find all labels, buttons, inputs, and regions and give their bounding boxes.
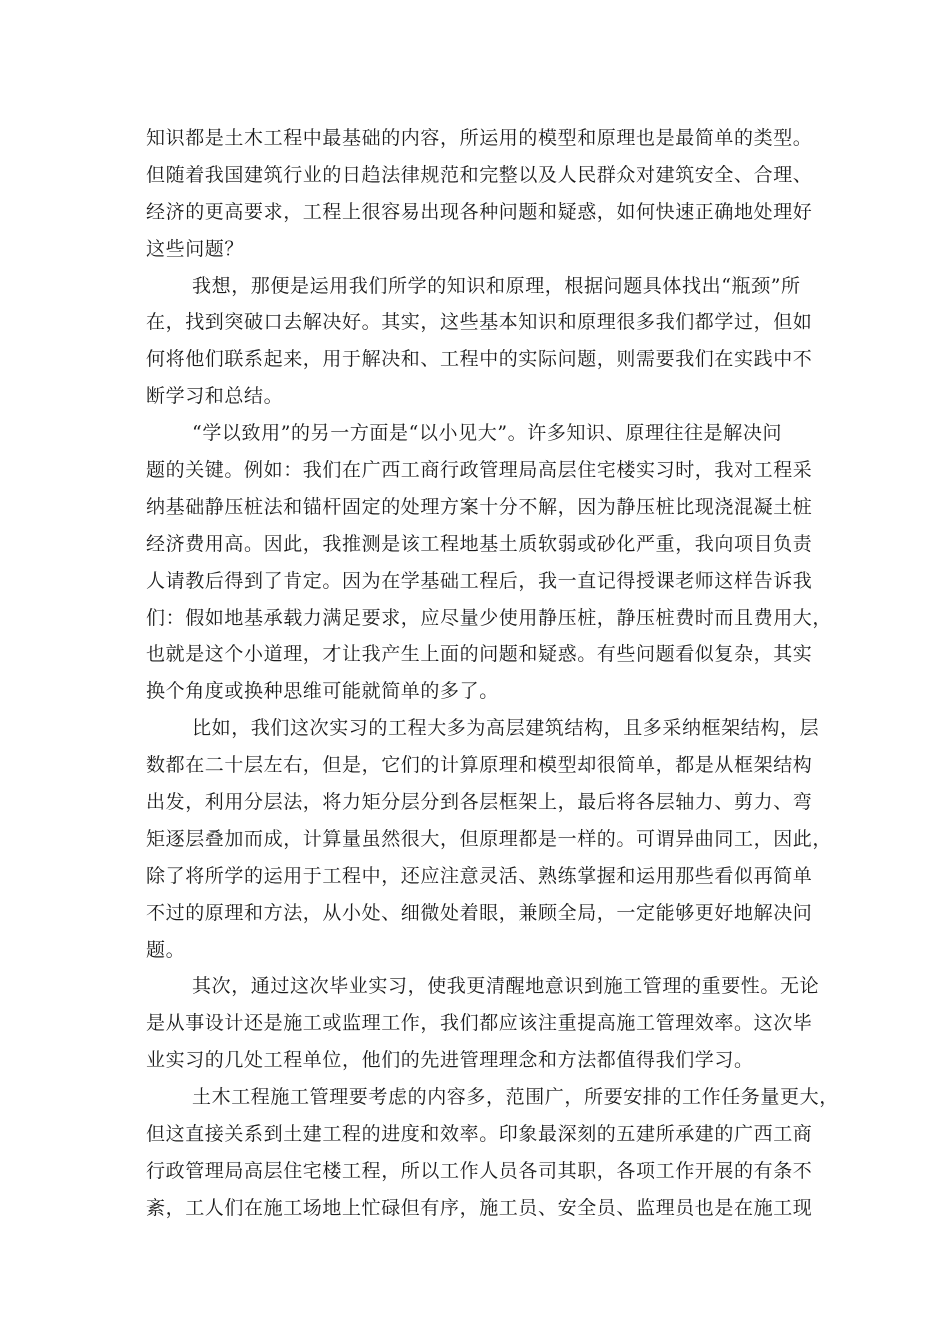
text-line: 人请教后得到了肯定。因为在学基础工程后，我一直记得授课老师这样告诉我 [146,569,813,592]
text-line: 纳基础静压桩法和锚杆固定的处理方案十分不解，因为静压桩比现浇混凝土桩 [146,495,813,518]
text-line: 但随着我国建筑行业的日趋法律规范和完整以及人民群众对建筑安全、合理、 [146,163,813,186]
text-line: 行政管理局高层住宅楼工程，所以工作人员各司其职，各项工作开展的有条不 [146,1159,813,1182]
text-line: 土木工程施工管理要考虑的内容多，范围广，所要安排的工作任务量更大， [192,1086,839,1109]
text-line: 是从事设计还是施工或监理工作，我们都应该注重提高施工管理效率。这次毕 [146,1012,813,1035]
text-line: 我想，那便是运用我们所学的知识和原理，根据问题具体找出“瓶颈”所 [192,274,801,297]
text-line: 换个角度或换种思维可能就简单的多了。 [146,680,499,703]
paragraph-4 [146,710,833,968]
text-line: 紊，工人们在施工场地上忙碌但有序，施工员、安全员、监理员也是在施工现 [146,1196,813,1219]
paragraph-3 [146,415,833,710]
text-line: 不过的原理和方法，从小处、细微处着眼，兼顾全局，一定能够更好地解决问 [146,901,813,924]
text-line: 业实习的几处工程单位，他们的先进管理理念和方法都值得我们学习。 [146,1049,754,1072]
text-line: 在，找到突破口去解决好。其实，这些基本知识和原理很多我们都学过，但如 [146,311,813,334]
document-body [146,120,839,1227]
text-line: 断学习和总结。 [146,385,284,408]
text-line: 也就是这个小道理，才让我产生上面的问题和疑惑。有些问题看似复杂，其实 [146,643,813,666]
paragraph-6 [146,1079,839,1227]
text-line: 出发，利用分层法，将力矩分层分到各层框架上，最后将各层轴力、剪力、弯 [146,791,813,814]
text-line: 矩逐层叠加而成，计算量虽然很大，但原理都是一样的。可谓异曲同工，因此， [146,827,833,850]
text-line: 比如，我们这次实习的工程大多为高层建筑结构，且多采纳框架结构，层 [192,717,820,740]
text-line: 何将他们联系起来，用于解决和、工程中的实际问题，则需要我们在实践中不 [146,348,813,371]
text-line: 除了将所学的运用于工程中，还应注意灵活、熟练掌握和运用那些看似再简单 [146,864,813,887]
text-line: 们：假如地基承载力满足要求，应尽量少使用静压桩，静压桩费时而且费用大， [146,606,833,629]
text-line: 题的关键。例如：我们在广西工商行政管理局高层住宅楼实习时，我对工程采 [146,459,813,482]
text-line: “学以致用”的另一方面是“以小见大”。许多知识、原理往往是解决问 [192,422,783,445]
text-line: 这些问题？ [146,237,245,260]
paragraph-1 [146,120,813,268]
paragraph-2 [146,268,813,416]
text-line: 经济费用高。因此，我推测是该工程地基土质软弱或砂化严重，我向项目负责 [146,532,813,555]
text-line: 经济的更高要求，工程上很容易出现各种问题和疑惑，如何快速正确地处理好 [146,200,813,223]
text-line: 但这直接关系到土建工程的进度和效率。印象最深刻的五建所承建的广西工商 [146,1123,813,1146]
text-line: 其次，通过这次毕业实习，使我更清醒地意识到施工管理的重要性。无论 [192,975,820,998]
text-line: 知识都是土木工程中最基础的内容，所运用的模型和原理也是最简单的类型。 [146,127,813,149]
text-line: 题。 [146,938,186,961]
paragraph-5 [146,968,820,1079]
text-line: 数都在二十层左右，但是，它们的计算原理和模型却很简单，都是从框架结构 [146,754,813,777]
